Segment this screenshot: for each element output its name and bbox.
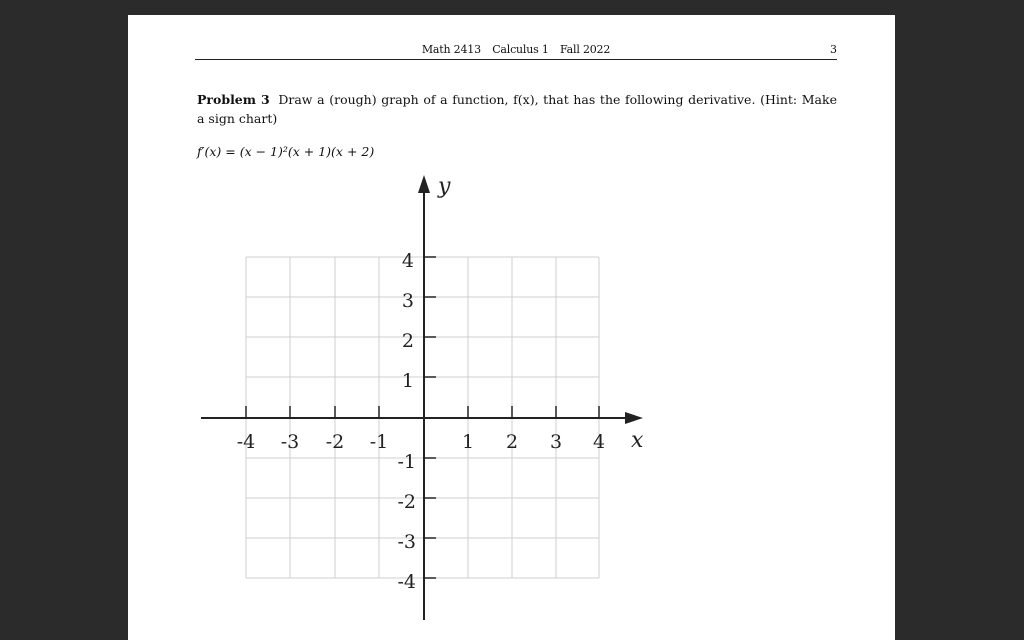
axes	[201, 187, 628, 620]
header-course: Math 2413	[421, 43, 481, 56]
derivative-formula: f′(x) = (x − 1)²(x + 1)(x + 2)	[197, 144, 375, 159]
page-number: 3	[830, 43, 837, 56]
x-tick-label: 4	[592, 431, 606, 453]
y-tick-label: -1	[397, 451, 416, 473]
problem-text: Draw a (rough) graph of a function, f(x), that has the following derivative. (Hint: Make a sign chart)	[197, 92, 837, 126]
header-term: Fall 2022	[559, 43, 611, 56]
y-tick-label: 1	[401, 370, 414, 392]
x-tick-label: 2	[505, 431, 519, 453]
y-axis-arrow-icon	[418, 175, 430, 193]
document-page	[128, 15, 895, 640]
y-tick-label: 2	[401, 330, 414, 352]
x-tick-label: -4	[236, 431, 256, 453]
x-axis-label: x	[631, 428, 644, 453]
coordinate-grid	[128, 15, 895, 640]
y-tick-label: 4	[401, 250, 414, 272]
y-tick-label: -4	[397, 571, 416, 593]
x-tick-marks	[246, 406, 599, 418]
x-tick-label: 3	[549, 431, 563, 453]
x-tick-label: -3	[280, 431, 300, 453]
header-title: Calculus 1	[492, 43, 549, 56]
x-tick-label: -2	[325, 431, 345, 453]
y-axis-label: y	[438, 174, 451, 199]
y-tick-label: 3	[401, 290, 414, 312]
y-tick-labels	[397, 250, 416, 593]
problem-label: Problem 3	[197, 92, 270, 107]
x-axis-arrow-icon	[625, 412, 643, 424]
y-tick-label: -3	[397, 531, 416, 553]
x-tick-label: -1	[369, 431, 389, 453]
x-tick-labels	[237, 431, 605, 453]
x-tick-label: 1	[461, 431, 475, 453]
y-tick-label: -2	[397, 491, 416, 513]
